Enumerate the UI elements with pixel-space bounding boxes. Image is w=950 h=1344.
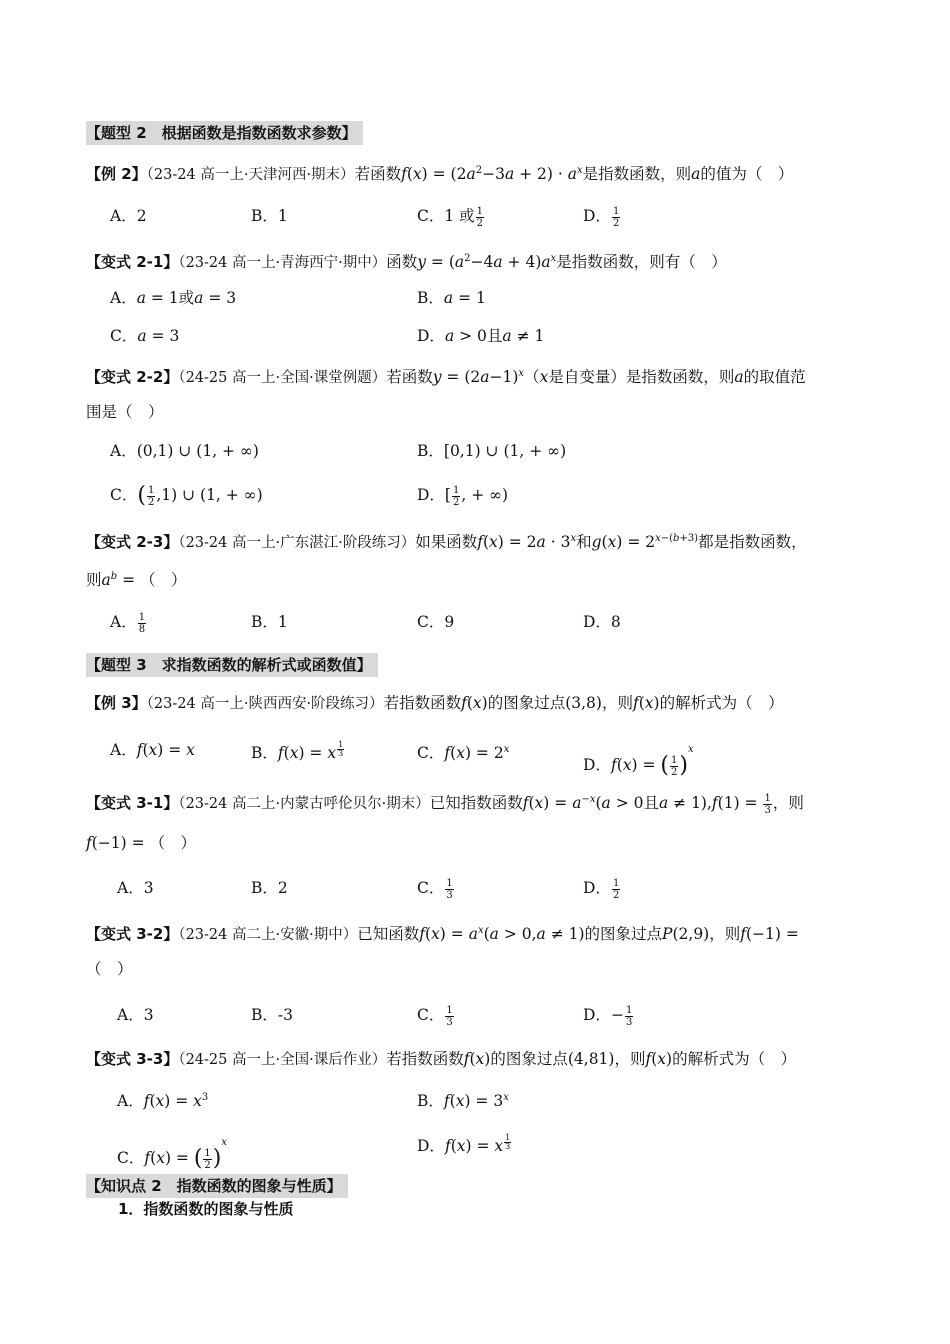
option-c[interactable]: C．$f(x) = 2^x$ (417, 744, 510, 763)
question-variant2-2-stem-line2: 围是（ ） (86, 403, 164, 421)
question-source: （23-24 高一上·天津河西·期末） (146, 167, 355, 184)
question-tag: 【变式 3-1】 (86, 794, 179, 813)
section-title-knowledge2: 【知识点 2 指数函数的图象与性质】 (86, 1174, 348, 1198)
option-a[interactable]: A．3 (117, 879, 154, 897)
question-tag: 【例 2】 (86, 165, 147, 184)
option-d[interactable]: D．[ $\frac{1}{2}$ , + ∞) (417, 484, 509, 508)
option-a[interactable]: A．f(x) = x (110, 741, 195, 759)
question-tag: 【例 3】 (86, 694, 147, 712)
option-d[interactable]: D． $\frac{1}{2}$ (583, 877, 620, 901)
option-a[interactable]: A．3 (117, 1006, 154, 1024)
question-variant3-1-stem-line2: f(−1) = （ ） (86, 834, 197, 852)
option-b[interactable]: B．1 (251, 207, 288, 225)
option-c[interactable]: C．( $\frac{1}{2}$ ,1) ∪ (1, + ∞) (110, 483, 263, 508)
option-c[interactable]: C．a = 3 (110, 327, 180, 345)
question-variant3-2-stem-line2: （ ） (86, 960, 133, 978)
question-source: （23-24 高二上·内蒙古呼伦贝尔·期末） (178, 796, 430, 813)
question-variant3-1-stem: 【变式 3-1】（23-24 高二上·内蒙古呼伦贝尔·期末）已知指数函数$f(x) = a^{-x}(a > 0$且a ≠ 1),f(1) = $\frac{1}{3}$ ，则 (86, 792, 804, 816)
option-a[interactable]: A．(0,1) ∪ (1, + ∞) (110, 442, 259, 460)
option-a[interactable]: A．2 (110, 207, 147, 225)
question-tag: 【变式 2-3】 (86, 533, 179, 552)
option-d[interactable]: D．f(x) = x $^{\frac{1}{3}}$ (417, 1133, 511, 1156)
question-variant3-3-stem: 【变式 3-3】（24-25 高一上·全国·课后作业）若指数函数f(x)的图象过点(4,81)，则f(x)的解析式为（ ） (86, 1050, 797, 1068)
option-b[interactable]: B．-3 (251, 1006, 293, 1024)
subsection-title: 1．指数函数的图象与性质 (118, 1200, 294, 1218)
option-a[interactable]: A． $\frac{1}{8}$ (110, 611, 146, 635)
option-d[interactable]: D．− $\frac{1}{3}$ (583, 1004, 633, 1028)
question-example2-stem: 【例 2】（23-24 高一上·天津河西·期末）若函数$f(x) = (2a^2-3a + 2) \cdot a^x$是指数函数，则a的值为（ ） (86, 165, 794, 184)
option-b[interactable]: B．2 (251, 879, 288, 897)
question-source: （23-24 高一上·陕西西安·阶段练习） (146, 696, 384, 712)
question-tag: 【变式 2-2】 (86, 368, 179, 387)
option-c[interactable]: C．f(x) = ( $\frac{1}{2}$ )$^x$ (117, 1137, 228, 1171)
option-b[interactable]: B．1 (251, 613, 288, 631)
option-d[interactable]: D．f(x) = ( $\frac{1}{2}$ )$^x$ (583, 744, 694, 778)
option-c[interactable]: C． $\frac{1}{3}$ (417, 1004, 453, 1028)
question-source: （24-25 高一上·全国·课堂例题） (178, 370, 387, 387)
question-variant2-3-stem: 【变式 2-3】（23-24 高一上·广东湛江·阶段练习）如果函数$f(x) = 2a \cdot 3^x$和$g(x) = 2^{x-(b+3)}$都是指数函数， (86, 533, 807, 552)
option-d[interactable]: D． $\frac{1}{2}$ (583, 205, 620, 229)
option-c[interactable]: C． $\frac{1}{3}$ (417, 877, 453, 901)
question-tag: 【变式 3-3】 (86, 1050, 179, 1068)
question-variant2-3-stem-line2: 则$a^b$ = （ ） (86, 571, 187, 590)
question-variant3-2-stem: 【变式 3-2】（23-24 高二上·安徽·期中）已知函数$f(x) = a^x(a > 0,a \ne 1)$的图象过点P(2,9)，则f(−1) = (86, 925, 799, 944)
question-source: （24-25 高一上·全国·课后作业） (178, 1052, 387, 1068)
question-source: （23-24 高一上·青海西宁·期中） (178, 255, 387, 272)
option-b[interactable]: B．$f(x) = 3^x$ (417, 1092, 509, 1111)
option-c[interactable]: C．9 (417, 613, 455, 631)
section-title-type3: 【题型 3 求指数函数的解析式或函数值】 (86, 653, 378, 677)
question-variant2-2-stem: 【变式 2-2】（24-25 高一上·全国·课堂例题）若函数$y = (2a-1)^x(x$是自变量）是指数函数，则a的取值范 (86, 368, 806, 387)
option-a[interactable]: A．$f(x) = x^3$ (117, 1092, 209, 1111)
option-b[interactable]: B．f(x) = x $^{\frac{1}{3}}$ (251, 740, 344, 763)
section-title-type2: 【题型 2 根据函数是指数函数求参数】 (86, 121, 363, 145)
question-tag: 【变式 3-2】 (86, 925, 179, 944)
option-a[interactable]: A．a = 1或a = 3 (110, 289, 237, 307)
option-d[interactable]: D．8 (583, 613, 621, 631)
question-tag: 【变式 2-1】 (86, 253, 179, 272)
question-example3-stem: 【例 3】（23-24 高一上·陕西西安·阶段练习）若指数函数f(x)的图象过点(3,8)，则f(x)的解析式为（ ） (86, 694, 784, 712)
option-b[interactable]: B．a = 1 (417, 289, 486, 307)
option-d[interactable]: D．a > 0且a ≠ 1 (417, 327, 545, 345)
question-source: （23-24 高一上·广东湛江·阶段练习） (178, 535, 416, 552)
option-c[interactable]: C．1 或 $\frac{1}{2}$ (417, 205, 484, 229)
question-variant2-1-stem: 【变式 2-1】（23-24 高一上·青海西宁·期中）函数$y = (a^2-4a + 4)a^x$是指数函数，则有（ ） (86, 253, 727, 272)
question-source: （23-24 高二上·安徽·期中） (178, 927, 358, 944)
option-b[interactable]: B．[0,1) ∪ (1, + ∞) (417, 442, 567, 460)
